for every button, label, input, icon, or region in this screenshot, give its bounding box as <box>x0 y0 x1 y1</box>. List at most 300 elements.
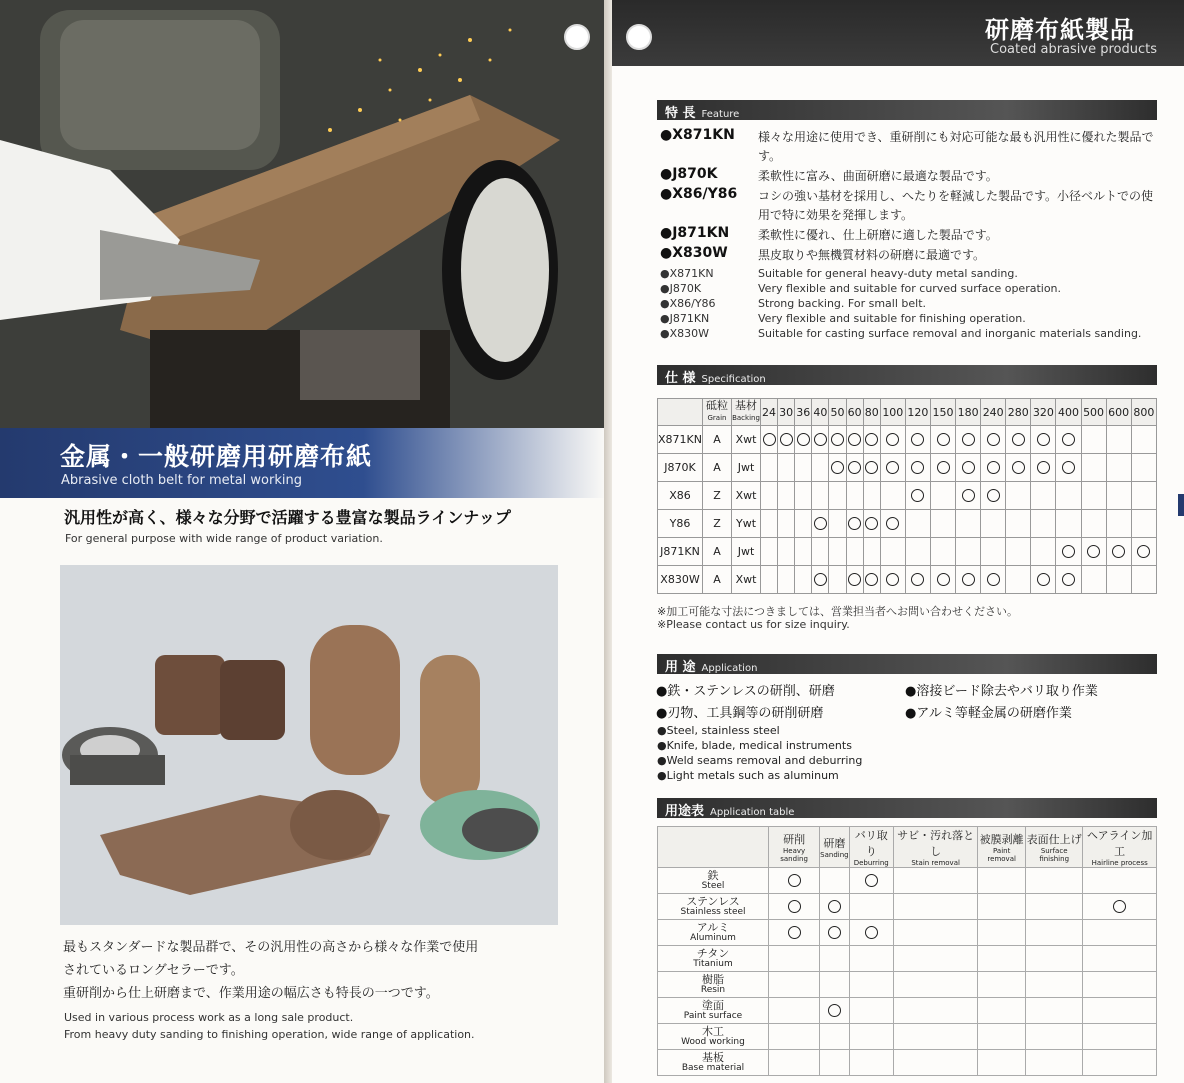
suitable-circle-icon <box>828 1004 841 1017</box>
feature-code-en: ●J871KN <box>660 312 710 325</box>
spec-cell <box>863 538 880 566</box>
spec-cell <box>863 426 880 454</box>
spec-header-grain: 砥粒 Grain <box>703 399 732 426</box>
table-row <box>658 868 1157 894</box>
available-circle-icon <box>962 461 975 474</box>
app-cell <box>893 920 977 946</box>
app-cell <box>849 868 893 894</box>
spec-cell <box>956 538 981 566</box>
spec-cell <box>761 538 778 566</box>
application-item-en: ●Light metals such as aluminum <box>657 769 839 782</box>
spec-cell <box>905 454 930 482</box>
suitable-circle-icon <box>788 874 801 887</box>
spec-cell <box>863 510 880 538</box>
spec-cell <box>1131 426 1156 454</box>
spec-header-grit: 320 <box>1031 399 1056 426</box>
spec-cell <box>1081 566 1106 594</box>
spec-backing: Xwt <box>732 426 761 454</box>
spec-cell <box>1056 566 1081 594</box>
app-cell <box>1025 920 1082 946</box>
spec-product-name: X830W <box>658 566 703 594</box>
available-circle-icon <box>911 573 924 586</box>
app-header-column: バリ取り Deburring <box>849 827 893 868</box>
available-circle-icon <box>1087 545 1100 558</box>
binder-hole-icon <box>626 24 652 50</box>
spec-product-name: X871KN <box>658 426 703 454</box>
category-title: 研磨布紙製品 <box>985 16 1135 44</box>
spec-cell <box>1031 426 1056 454</box>
available-circle-icon <box>831 433 844 446</box>
table-row <box>658 538 1157 566</box>
spec-header-grit: 40 <box>812 399 829 426</box>
app-material: 塗面 Paint surface <box>658 998 769 1024</box>
application-item: ●溶接ビード除去やバリ取り作業 <box>905 684 1098 699</box>
spec-product-name: Y86 <box>658 510 703 538</box>
app-header-column: 表面仕上げ Surface finishing <box>1025 827 1082 868</box>
spec-cell <box>1106 426 1131 454</box>
app-cell <box>978 946 1026 972</box>
spec-cell <box>905 566 930 594</box>
spec-cell <box>1031 566 1056 594</box>
spec-header-grit: 120 <box>905 399 930 426</box>
available-circle-icon <box>987 489 1000 502</box>
spec-cell <box>1056 454 1081 482</box>
spec-header-grit: 36 <box>795 399 812 426</box>
suitable-circle-icon <box>828 926 841 939</box>
app-cell <box>849 946 893 972</box>
table-row <box>658 920 1157 946</box>
spec-cell <box>981 538 1006 566</box>
app-cell <box>893 972 977 998</box>
spec-cell <box>1131 566 1156 594</box>
spec-cell <box>829 426 846 454</box>
app-cell <box>1025 998 1082 1024</box>
available-circle-icon <box>1037 433 1050 446</box>
table-row <box>658 566 1157 594</box>
app-cell <box>769 920 820 946</box>
spec-header-grit: 80 <box>863 399 880 426</box>
product-photo-belts <box>60 565 558 925</box>
app-cell <box>849 894 893 920</box>
app-cell <box>893 998 977 1024</box>
spec-header-grit: 50 <box>829 399 846 426</box>
app-cell <box>1083 972 1157 998</box>
spec-cell <box>1131 510 1156 538</box>
hero-photo-belt-sander <box>0 0 606 428</box>
spec-cell <box>1081 454 1106 482</box>
spec-cell <box>905 482 930 510</box>
note-en: ※Please contact us for size inquiry. <box>657 618 850 631</box>
app-cell <box>893 946 977 972</box>
spec-cell <box>905 510 930 538</box>
spec-cell <box>795 426 812 454</box>
table-row <box>658 1050 1157 1076</box>
spec-cell <box>981 426 1006 454</box>
spec-cell <box>812 510 829 538</box>
spec-cell <box>778 426 795 454</box>
spec-cell <box>1006 426 1031 454</box>
spec-cell <box>880 454 905 482</box>
spec-cell <box>1031 538 1056 566</box>
spec-cell <box>1056 538 1081 566</box>
app-material: ステンレス Stainless steel <box>658 894 769 920</box>
app-cell <box>893 868 977 894</box>
app-header-blank <box>658 827 769 868</box>
feature-description-en: Very flexible and suitable for curved surface operation. <box>758 282 1062 295</box>
spec-cell <box>829 510 846 538</box>
application-item-en: ●Steel, stainless steel <box>657 724 780 737</box>
spec-cell <box>880 510 905 538</box>
available-circle-icon <box>937 433 950 446</box>
spec-cell <box>1056 426 1081 454</box>
available-circle-icon <box>886 573 899 586</box>
feature-code: ●X86/Y86 <box>660 186 738 202</box>
available-circle-icon <box>814 573 827 586</box>
spec-backing: Jwt <box>732 538 761 566</box>
app-cell <box>978 920 1026 946</box>
application-item-en: ●Knife, blade, medical instruments <box>657 739 852 752</box>
spec-cell <box>880 426 905 454</box>
spec-backing: Xwt <box>732 566 761 594</box>
available-circle-icon <box>1112 545 1125 558</box>
spec-cell <box>761 454 778 482</box>
spec-cell <box>930 426 955 454</box>
app-cell <box>1025 972 1082 998</box>
app-cell <box>820 868 849 894</box>
spec-cell <box>880 538 905 566</box>
available-circle-icon <box>814 433 827 446</box>
spec-grain: A <box>703 566 732 594</box>
app-cell <box>978 1050 1026 1076</box>
app-cell <box>1025 894 1082 920</box>
app-cell <box>849 972 893 998</box>
spec-header-grit: 240 <box>981 399 1006 426</box>
page-edge-tab <box>1178 494 1184 516</box>
available-circle-icon <box>1062 433 1075 446</box>
spec-cell <box>981 510 1006 538</box>
app-material: アルミ Aluminum <box>658 920 769 946</box>
spec-cell <box>981 454 1006 482</box>
table-row <box>658 972 1157 998</box>
spec-cell <box>905 426 930 454</box>
app-cell <box>769 972 820 998</box>
feature-description: 黒皮取りや無機質材料の研磨に最適です。 <box>758 248 986 262</box>
feature-description: 様々な用途に使用でき、重研削にも対応可能な最も汎用性に優れた製品です。 <box>758 130 1154 163</box>
spec-cell <box>863 454 880 482</box>
spec-cell <box>1081 482 1106 510</box>
spec-cell <box>1031 482 1056 510</box>
app-material: 鉄 Steel <box>658 868 769 894</box>
app-cell <box>849 1050 893 1076</box>
spec-cell <box>930 538 955 566</box>
spec-cell <box>956 510 981 538</box>
spec-header-grit: 180 <box>956 399 981 426</box>
suitable-circle-icon <box>788 900 801 913</box>
feature-code-en: ●X86/Y86 <box>660 297 716 310</box>
spec-cell <box>930 566 955 594</box>
available-circle-icon <box>848 461 861 474</box>
app-cell <box>849 920 893 946</box>
spec-cell <box>829 538 846 566</box>
spec-header-grit: 100 <box>880 399 905 426</box>
available-circle-icon <box>911 461 924 474</box>
application-item: ●刃物、工具鋼等の研削研磨 <box>656 706 824 721</box>
spec-cell <box>846 510 863 538</box>
spec-cell <box>812 482 829 510</box>
available-circle-icon <box>911 489 924 502</box>
spec-cell <box>905 538 930 566</box>
spec-cell <box>956 482 981 510</box>
spec-header-grit: 150 <box>930 399 955 426</box>
available-circle-icon <box>1012 461 1025 474</box>
app-header-column: 研削 Heavy sanding <box>769 827 820 868</box>
spec-cell <box>829 482 846 510</box>
spec-cell <box>863 566 880 594</box>
available-circle-icon <box>1137 545 1150 558</box>
app-material: 樹脂 Resin <box>658 972 769 998</box>
spec-cell <box>956 426 981 454</box>
available-circle-icon <box>831 461 844 474</box>
spec-cell <box>1106 482 1131 510</box>
spec-cell <box>778 454 795 482</box>
available-circle-icon <box>1037 573 1050 586</box>
spec-cell <box>1131 454 1156 482</box>
feature-code-en: ●X871KN <box>660 267 714 280</box>
spec-cell <box>981 566 1006 594</box>
table-row <box>658 482 1157 510</box>
app-cell <box>978 972 1026 998</box>
feature-code-en: ●X830W <box>660 327 710 340</box>
spec-grain: A <box>703 426 732 454</box>
spec-header-grit: 60 <box>846 399 863 426</box>
spec-header-grit: 30 <box>778 399 795 426</box>
available-circle-icon <box>962 433 975 446</box>
app-header-column: ヘアライン加工 Hairline process <box>1083 827 1157 868</box>
app-cell <box>1083 998 1157 1024</box>
available-circle-icon <box>865 573 878 586</box>
app-cell <box>893 894 977 920</box>
available-circle-icon <box>865 433 878 446</box>
spec-cell <box>1131 538 1156 566</box>
spec-cell <box>1056 510 1081 538</box>
app-cell <box>978 1024 1026 1050</box>
available-circle-icon <box>987 461 1000 474</box>
available-circle-icon <box>865 517 878 530</box>
spec-cell <box>1106 538 1131 566</box>
app-cell <box>1083 868 1157 894</box>
spec-cell <box>846 538 863 566</box>
available-circle-icon <box>937 461 950 474</box>
available-circle-icon <box>911 433 924 446</box>
section-header-feature: 特 長 Feature <box>657 100 1157 120</box>
spec-cell <box>1106 510 1131 538</box>
table-row <box>658 1024 1157 1050</box>
tagline-en: For general purpose with wide range of product variation. <box>65 532 383 545</box>
spec-cell <box>778 538 795 566</box>
spec-cell <box>846 454 863 482</box>
available-circle-icon <box>1012 433 1025 446</box>
available-circle-icon <box>763 433 776 446</box>
spec-backing: Ywt <box>732 510 761 538</box>
binder-hole-icon <box>564 24 590 50</box>
feature-code-en: ●J870K <box>660 282 702 295</box>
app-cell <box>769 946 820 972</box>
page-subtitle: Abrasive cloth belt for metal working <box>61 473 302 488</box>
spec-cell <box>1106 454 1131 482</box>
spec-grain: A <box>703 538 732 566</box>
app-cell <box>769 998 820 1024</box>
spec-cell <box>1131 482 1156 510</box>
spec-cell <box>930 510 955 538</box>
app-cell <box>849 1024 893 1050</box>
spec-header-grit: 400 <box>1056 399 1081 426</box>
spec-cell <box>846 426 863 454</box>
available-circle-icon <box>848 433 861 446</box>
app-header-column: サビ・汚れ落とし Stain removal <box>893 827 977 868</box>
app-cell <box>1025 1024 1082 1050</box>
spec-cell <box>846 566 863 594</box>
app-cell <box>769 1024 820 1050</box>
feature-code: ●J871KN <box>660 225 730 241</box>
app-cell <box>820 894 849 920</box>
spec-product-name: J870K <box>658 454 703 482</box>
spec-cell <box>778 566 795 594</box>
spec-cell <box>812 566 829 594</box>
available-circle-icon <box>1062 545 1075 558</box>
spec-grain: Z <box>703 482 732 510</box>
app-cell <box>1083 920 1157 946</box>
app-cell <box>1083 894 1157 920</box>
spec-cell <box>863 482 880 510</box>
tagline: 汎用性が高く、様々な分野で活躍する豊富な製品ラインナップ <box>64 508 511 527</box>
spec-cell <box>795 482 812 510</box>
suitable-circle-icon <box>788 926 801 939</box>
spec-cell <box>829 566 846 594</box>
spec-header-grit: 800 <box>1131 399 1156 426</box>
app-cell <box>978 894 1026 920</box>
feature-description: コシの強い基材を採用し、へたりを軽減した製品です。小径ベルトでの使用で特に効果を発揮します。 <box>758 189 1154 222</box>
spec-cell <box>778 510 795 538</box>
spec-cell <box>1006 510 1031 538</box>
spec-cell <box>880 566 905 594</box>
available-circle-icon <box>1062 461 1075 474</box>
spec-cell <box>880 482 905 510</box>
table-row <box>658 510 1157 538</box>
spec-cell <box>956 566 981 594</box>
app-cell <box>893 1050 977 1076</box>
app-cell <box>820 1024 849 1050</box>
feature-description-en: Strong backing. For small belt. <box>758 297 926 310</box>
section-header-specification: 仕 様 Specification <box>657 365 1157 385</box>
app-cell <box>820 972 849 998</box>
feature-description-en: Suitable for general heavy-duty metal sanding. <box>758 267 1018 280</box>
spec-cell <box>795 538 812 566</box>
available-circle-icon <box>848 573 861 586</box>
table-row <box>658 454 1157 482</box>
available-circle-icon <box>1037 461 1050 474</box>
spec-backing: Xwt <box>732 482 761 510</box>
spec-product-name: X86 <box>658 482 703 510</box>
spec-header-backing: 基材 Backing <box>732 399 761 426</box>
app-cell <box>1025 1050 1082 1076</box>
spec-cell <box>795 510 812 538</box>
app-cell <box>1025 946 1082 972</box>
feature-description-en: Very flexible and suitable for finishing operation. <box>758 312 1026 325</box>
spec-cell <box>1031 454 1056 482</box>
suitable-circle-icon <box>1113 900 1126 913</box>
app-header-column: 研磨 Sanding <box>820 827 849 868</box>
table-row <box>658 894 1157 920</box>
spec-cell <box>846 482 863 510</box>
app-cell <box>820 946 849 972</box>
app-cell <box>893 1024 977 1050</box>
available-circle-icon <box>848 517 861 530</box>
spec-header-grit: 280 <box>1006 399 1031 426</box>
app-cell <box>1083 946 1157 972</box>
application-item: ●アルミ等軽金属の研磨作業 <box>905 706 1072 721</box>
spec-cell <box>1031 510 1056 538</box>
available-circle-icon <box>987 433 1000 446</box>
spec-cell <box>1006 566 1031 594</box>
spec-cell <box>829 454 846 482</box>
feature-code: ●X871KN <box>660 127 735 143</box>
spec-header-grit: 600 <box>1106 399 1131 426</box>
spec-cell <box>795 566 812 594</box>
spec-cell <box>761 510 778 538</box>
spec-cell <box>1056 482 1081 510</box>
app-cell <box>820 1050 849 1076</box>
page-title: 金属・一般研磨用研磨布紙 <box>60 442 373 471</box>
app-cell <box>849 998 893 1024</box>
feature-code: ●J870K <box>660 166 718 182</box>
spec-cell <box>1006 538 1031 566</box>
application-table <box>657 826 1157 1076</box>
feature-description: 柔軟性に富み、曲面研磨に最適な製品です。 <box>758 169 998 183</box>
spec-cell <box>1006 454 1031 482</box>
spec-cell <box>812 538 829 566</box>
table-row <box>658 946 1157 972</box>
available-circle-icon <box>865 461 878 474</box>
available-circle-icon <box>937 573 950 586</box>
app-cell <box>978 868 1026 894</box>
application-item: ●鉄・ステンレスの研削、研磨 <box>656 684 835 699</box>
spec-backing: Jwt <box>732 454 761 482</box>
suitable-circle-icon <box>828 900 841 913</box>
section-header-application-table: 用途表 Application table <box>657 798 1157 818</box>
app-cell <box>769 868 820 894</box>
app-cell <box>1083 1024 1157 1050</box>
category-subtitle: Coated abrasive products <box>990 42 1157 57</box>
spec-cell <box>812 426 829 454</box>
spec-cell <box>981 482 1006 510</box>
spec-header-blank <box>658 399 703 426</box>
app-cell <box>820 998 849 1024</box>
app-header-column: 被膜剥離 Paint removal <box>978 827 1026 868</box>
app-material: 木工 Wood working <box>658 1024 769 1050</box>
spec-cell <box>1006 482 1031 510</box>
spec-cell <box>930 482 955 510</box>
available-circle-icon <box>886 517 899 530</box>
spec-cell <box>930 454 955 482</box>
available-circle-icon <box>780 433 793 446</box>
available-circle-icon <box>814 517 827 530</box>
spec-cell <box>778 482 795 510</box>
app-cell <box>1083 1050 1157 1076</box>
note-jp: ※加工可能な寸法につきましては、営業担当者へお問い合わせください。 <box>657 605 1018 618</box>
spec-cell <box>761 482 778 510</box>
feature-description-en: Suitable for casting surface removal and inorganic materials sanding. <box>758 327 1142 340</box>
spec-cell <box>1081 510 1106 538</box>
